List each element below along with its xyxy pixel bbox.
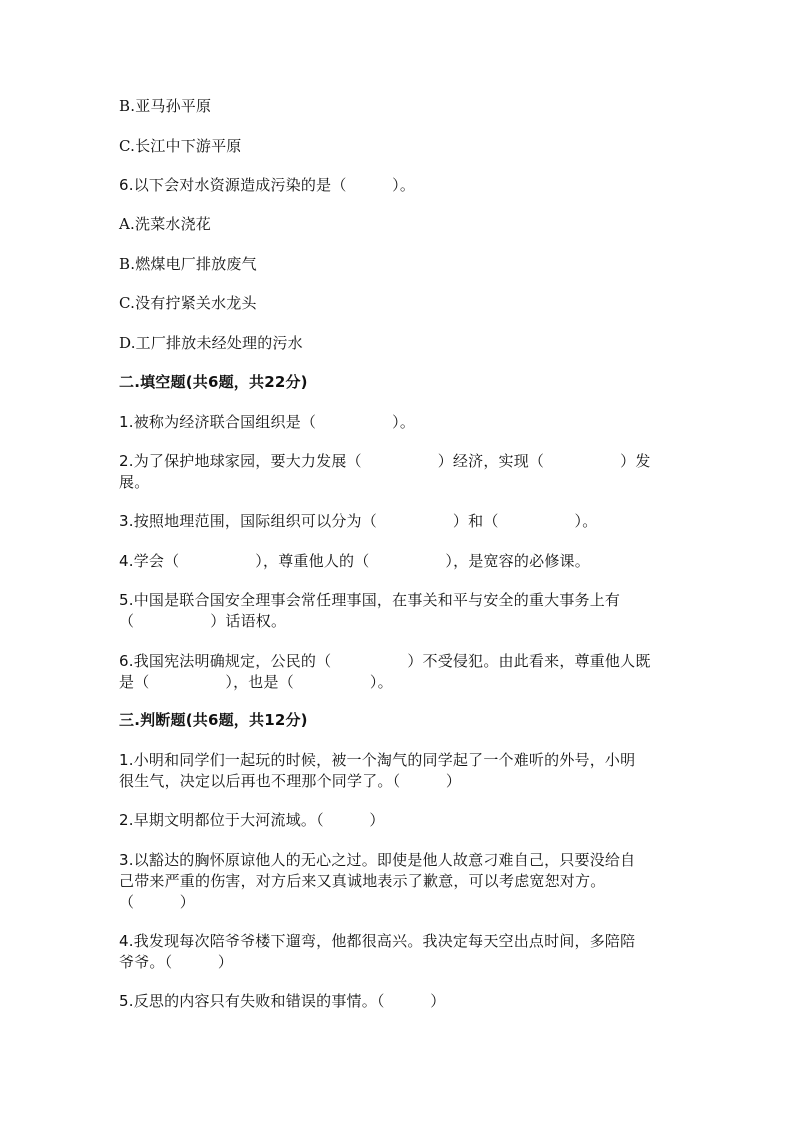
q6-stem: 6.以下会对水资源造成污染的是（ ）。: [119, 176, 416, 194]
tf-q4-line1: 4.我发现每次陪爷爷楼下遛弯，他都很高兴。我决定每天空出点时间，多陪陪: [119, 932, 636, 950]
q5-option-c: C.长江中下游平原: [119, 137, 242, 155]
section-heading-fill-blank: 二.填空题(共6题，共22分): [119, 373, 308, 391]
tf-q3-line3: （ ）: [119, 893, 196, 911]
q6-option-d: D.工厂排放未经处理的污水: [119, 334, 303, 352]
fill-q2-line1: 2.为了保护地球家园，要大力发展（ ）经济，实现（ ）发: [119, 452, 651, 470]
fill-q6-line1: 6.我国宪法明确规定，公民的（ ）不受侵犯。由此看来，尊重他人既: [119, 652, 651, 670]
fill-q6-line2: 是（ ），也是（ ）。: [119, 673, 393, 691]
section-heading-true-false: 三.判断题(共6题，共12分): [119, 711, 308, 729]
tf-q1-line2: 很生气，决定以后再也不理那个同学了。（ ）: [119, 772, 462, 790]
tf-q5-line1: 5.反思的内容只有失败和错误的事情。（ ）: [119, 992, 446, 1010]
tf-q2-line1: 2.早期文明都位于大河流域。（ ）: [119, 811, 385, 829]
q6-option-a: A.洗菜水浇花: [119, 215, 212, 233]
fill-q1-line1: 1.被称为经济联合国组织是（ ）。: [119, 413, 416, 431]
fill-q4-line1: 4.学会（ ），尊重他人的（ ），是宽容的必修课。: [119, 552, 590, 570]
tf-q3-line1: 3.以豁达的胸怀原谅他人的无心之过。即使是他人故意刁难自己，只要没给自: [119, 851, 636, 869]
tf-q1-line1: 1.小明和同学们一起玩的时候，被一个淘气的同学起了一个难听的外号，小明: [119, 751, 636, 769]
q6-option-c: C.没有拧紧关水龙头: [119, 294, 257, 312]
fill-q5-line2: （ ）话语权。: [119, 612, 287, 630]
fill-q3-line1: 3.按照地理范围，国际组织可以分为（ ）和（ ）。: [119, 512, 598, 530]
fill-q2-line2: 展。: [119, 473, 150, 491]
q5-option-b: B.亚马孙平原: [119, 97, 212, 115]
q6-option-b: B.燃煤电厂排放废气: [119, 255, 257, 273]
fill-q5-line1: 5.中国是联合国安全理事会常任理事国，在事关和平与安全的重大事务上有: [119, 591, 621, 609]
tf-q4-line2: 爷爷。（ ）: [119, 953, 234, 971]
tf-q3-line2: 己带来严重的伤害，对方后来又真诚地表示了歉意，可以考虑宽恕对方。: [119, 872, 606, 890]
